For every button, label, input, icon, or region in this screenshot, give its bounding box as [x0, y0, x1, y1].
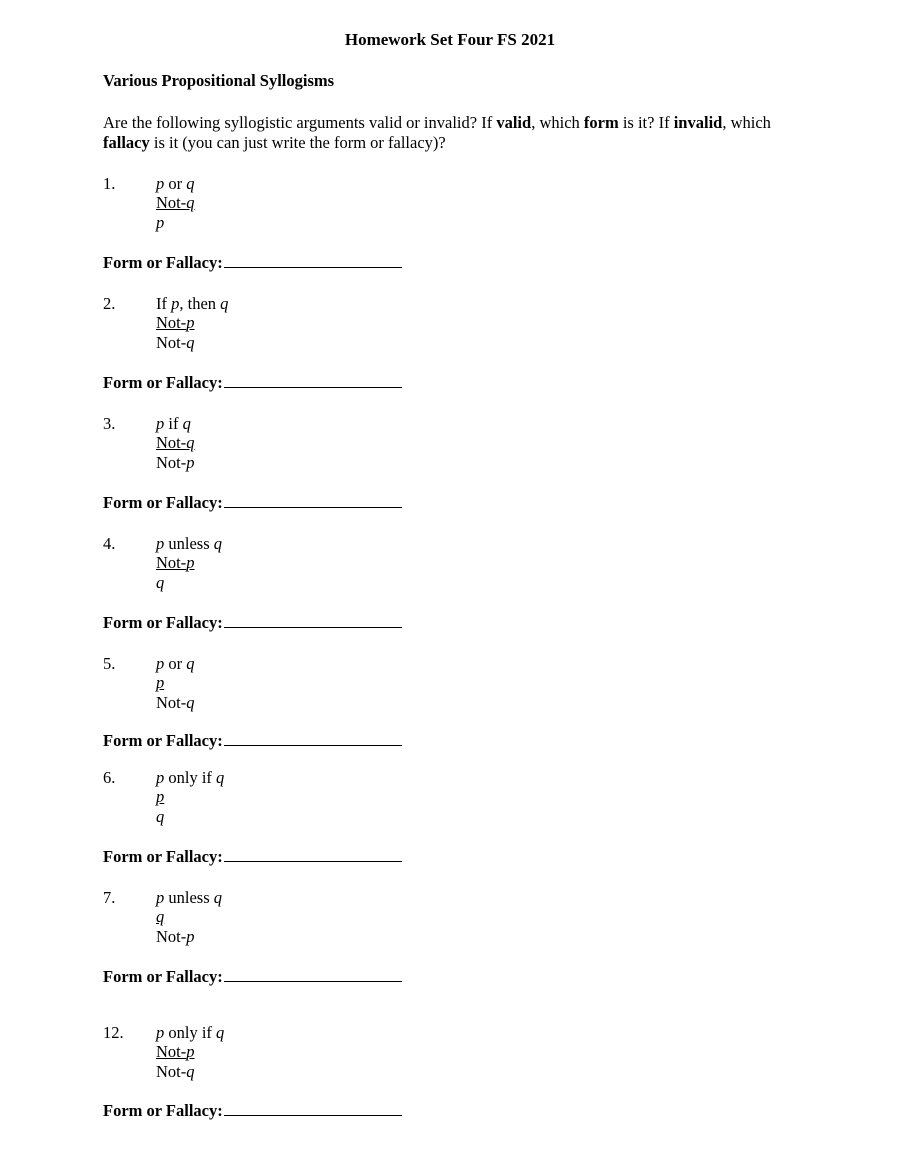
answer-blank[interactable]: [224, 613, 402, 628]
term: p: [186, 1042, 195, 1062]
instructions-seg: is it (you can just write the form or fallacy)?: [149, 133, 446, 152]
term: p: [156, 787, 165, 807]
conclusion: [156, 927, 222, 946]
major-premise: [156, 768, 224, 787]
problem-number: 2.: [103, 294, 116, 313]
term: or: [164, 654, 187, 673]
answer-label: Form or Fallacy:: [103, 613, 223, 632]
document-title: Homework Set Four FS 2021: [344, 30, 556, 49]
term: q: [186, 193, 195, 213]
major-premise: [156, 888, 222, 907]
instructions-seg: , which: [722, 113, 771, 132]
term: q: [186, 332, 195, 352]
answer-blank[interactable]: [224, 847, 402, 862]
argument: [156, 294, 228, 352]
term: q: [156, 907, 165, 927]
conclusion: [156, 333, 228, 352]
answer-blank[interactable]: [224, 373, 402, 388]
term: q: [220, 294, 229, 313]
term: , then: [179, 294, 221, 313]
term: unless: [164, 888, 214, 907]
argument: [156, 414, 195, 472]
term: q: [186, 1061, 195, 1081]
answer-field: [103, 373, 402, 393]
argument: [156, 1023, 224, 1081]
term: only if: [164, 768, 217, 787]
answer-field: [103, 847, 402, 867]
argument: [156, 768, 224, 826]
term: Not-: [156, 452, 187, 472]
answer-label: Form or Fallacy:: [103, 967, 223, 986]
problem-number: 3.: [103, 414, 116, 433]
instructions-seg-bold: fallacy: [103, 133, 150, 152]
term: p: [156, 888, 165, 907]
answer-blank[interactable]: [224, 1101, 402, 1116]
term: q: [156, 572, 165, 592]
argument: [156, 888, 222, 946]
term: q: [216, 768, 225, 787]
term: p: [156, 212, 165, 232]
term: p: [186, 313, 195, 333]
problem-number: 4.: [103, 534, 116, 553]
term: q: [156, 806, 165, 826]
answer-field: [103, 1101, 402, 1121]
instructions-seg-bold: valid: [496, 113, 532, 132]
instructions-seg-bold: form: [583, 113, 619, 132]
instructions-seg: , which: [531, 113, 584, 132]
instructions: [103, 113, 803, 153]
major-premise: [156, 294, 228, 313]
minor-premise: [156, 787, 224, 806]
term: unless: [164, 534, 214, 553]
term: q: [186, 174, 195, 193]
term: Not-: [156, 926, 187, 946]
argument: [156, 534, 222, 592]
major-premise: [156, 174, 195, 193]
term: Not-: [156, 1042, 187, 1062]
conclusion: [156, 807, 224, 826]
term: p: [156, 768, 165, 787]
answer-label: Form or Fallacy:: [103, 493, 223, 512]
minor-premise: [156, 673, 195, 692]
minor-premise: [156, 313, 228, 332]
term: q: [213, 534, 222, 553]
problem-number: 7.: [103, 888, 116, 907]
answer-blank[interactable]: [224, 253, 402, 268]
conclusion: [156, 453, 195, 472]
conclusion: [156, 1062, 224, 1081]
answer-blank[interactable]: [224, 493, 402, 508]
minor-premise: [156, 193, 195, 212]
major-premise: [156, 414, 195, 433]
minor-premise: [156, 1042, 224, 1061]
answer-field: [103, 493, 402, 513]
major-premise: [156, 654, 195, 673]
term: If: [156, 294, 172, 313]
term: Not-: [156, 1061, 187, 1081]
minor-premise: [156, 433, 195, 452]
term: p: [156, 1023, 165, 1042]
term: Not-: [156, 313, 187, 333]
term: p: [186, 553, 195, 573]
major-premise: [156, 1023, 224, 1042]
argument: [156, 654, 195, 712]
answer-blank[interactable]: [224, 967, 402, 982]
answer-field: [103, 613, 402, 633]
term: p: [156, 654, 165, 673]
term: Not-: [156, 193, 187, 213]
problem-number: 1.: [103, 174, 116, 193]
term: q: [186, 692, 195, 712]
term: p: [156, 534, 165, 553]
term: Not-: [156, 692, 187, 712]
term: p: [186, 926, 195, 946]
term: q: [186, 654, 195, 673]
minor-premise: [156, 553, 222, 572]
term: or: [164, 174, 187, 193]
answer-label: Form or Fallacy:: [103, 731, 223, 750]
argument: [156, 174, 195, 232]
term: if: [164, 414, 183, 433]
term: q: [216, 1023, 225, 1042]
term: p: [171, 294, 180, 313]
term: p: [156, 673, 165, 693]
section-title: Various Propositional Syllogisms: [103, 71, 335, 90]
term: q: [182, 414, 191, 433]
term: p: [156, 174, 165, 193]
term: Not-: [156, 553, 187, 573]
conclusion: [156, 693, 195, 712]
answer-label: Form or Fallacy:: [103, 373, 223, 392]
answer-label: Form or Fallacy:: [103, 1101, 223, 1120]
minor-premise: [156, 907, 222, 926]
instructions-seg: Are the following syllogistic arguments valid or invalid? If: [103, 113, 497, 132]
answer-blank[interactable]: [224, 731, 402, 746]
term: p: [186, 452, 195, 472]
answer-label: Form or Fallacy:: [103, 253, 223, 272]
problem-number: 12.: [103, 1023, 124, 1042]
major-premise: [156, 534, 222, 553]
instructions-seg-bold: invalid: [673, 113, 723, 132]
problem-number: 6.: [103, 768, 116, 787]
conclusion: [156, 213, 195, 232]
answer-label: Form or Fallacy:: [103, 847, 223, 866]
problem-number: 5.: [103, 654, 116, 673]
answer-field: [103, 253, 402, 273]
term: q: [186, 433, 195, 453]
instructions-seg: is it? If: [618, 113, 674, 132]
conclusion: [156, 573, 222, 592]
term: p: [156, 414, 165, 433]
answer-field: [103, 731, 402, 751]
answer-field: [103, 967, 402, 987]
term: q: [213, 888, 222, 907]
term: Not-: [156, 433, 187, 453]
term: only if: [164, 1023, 217, 1042]
term: Not-: [156, 332, 187, 352]
